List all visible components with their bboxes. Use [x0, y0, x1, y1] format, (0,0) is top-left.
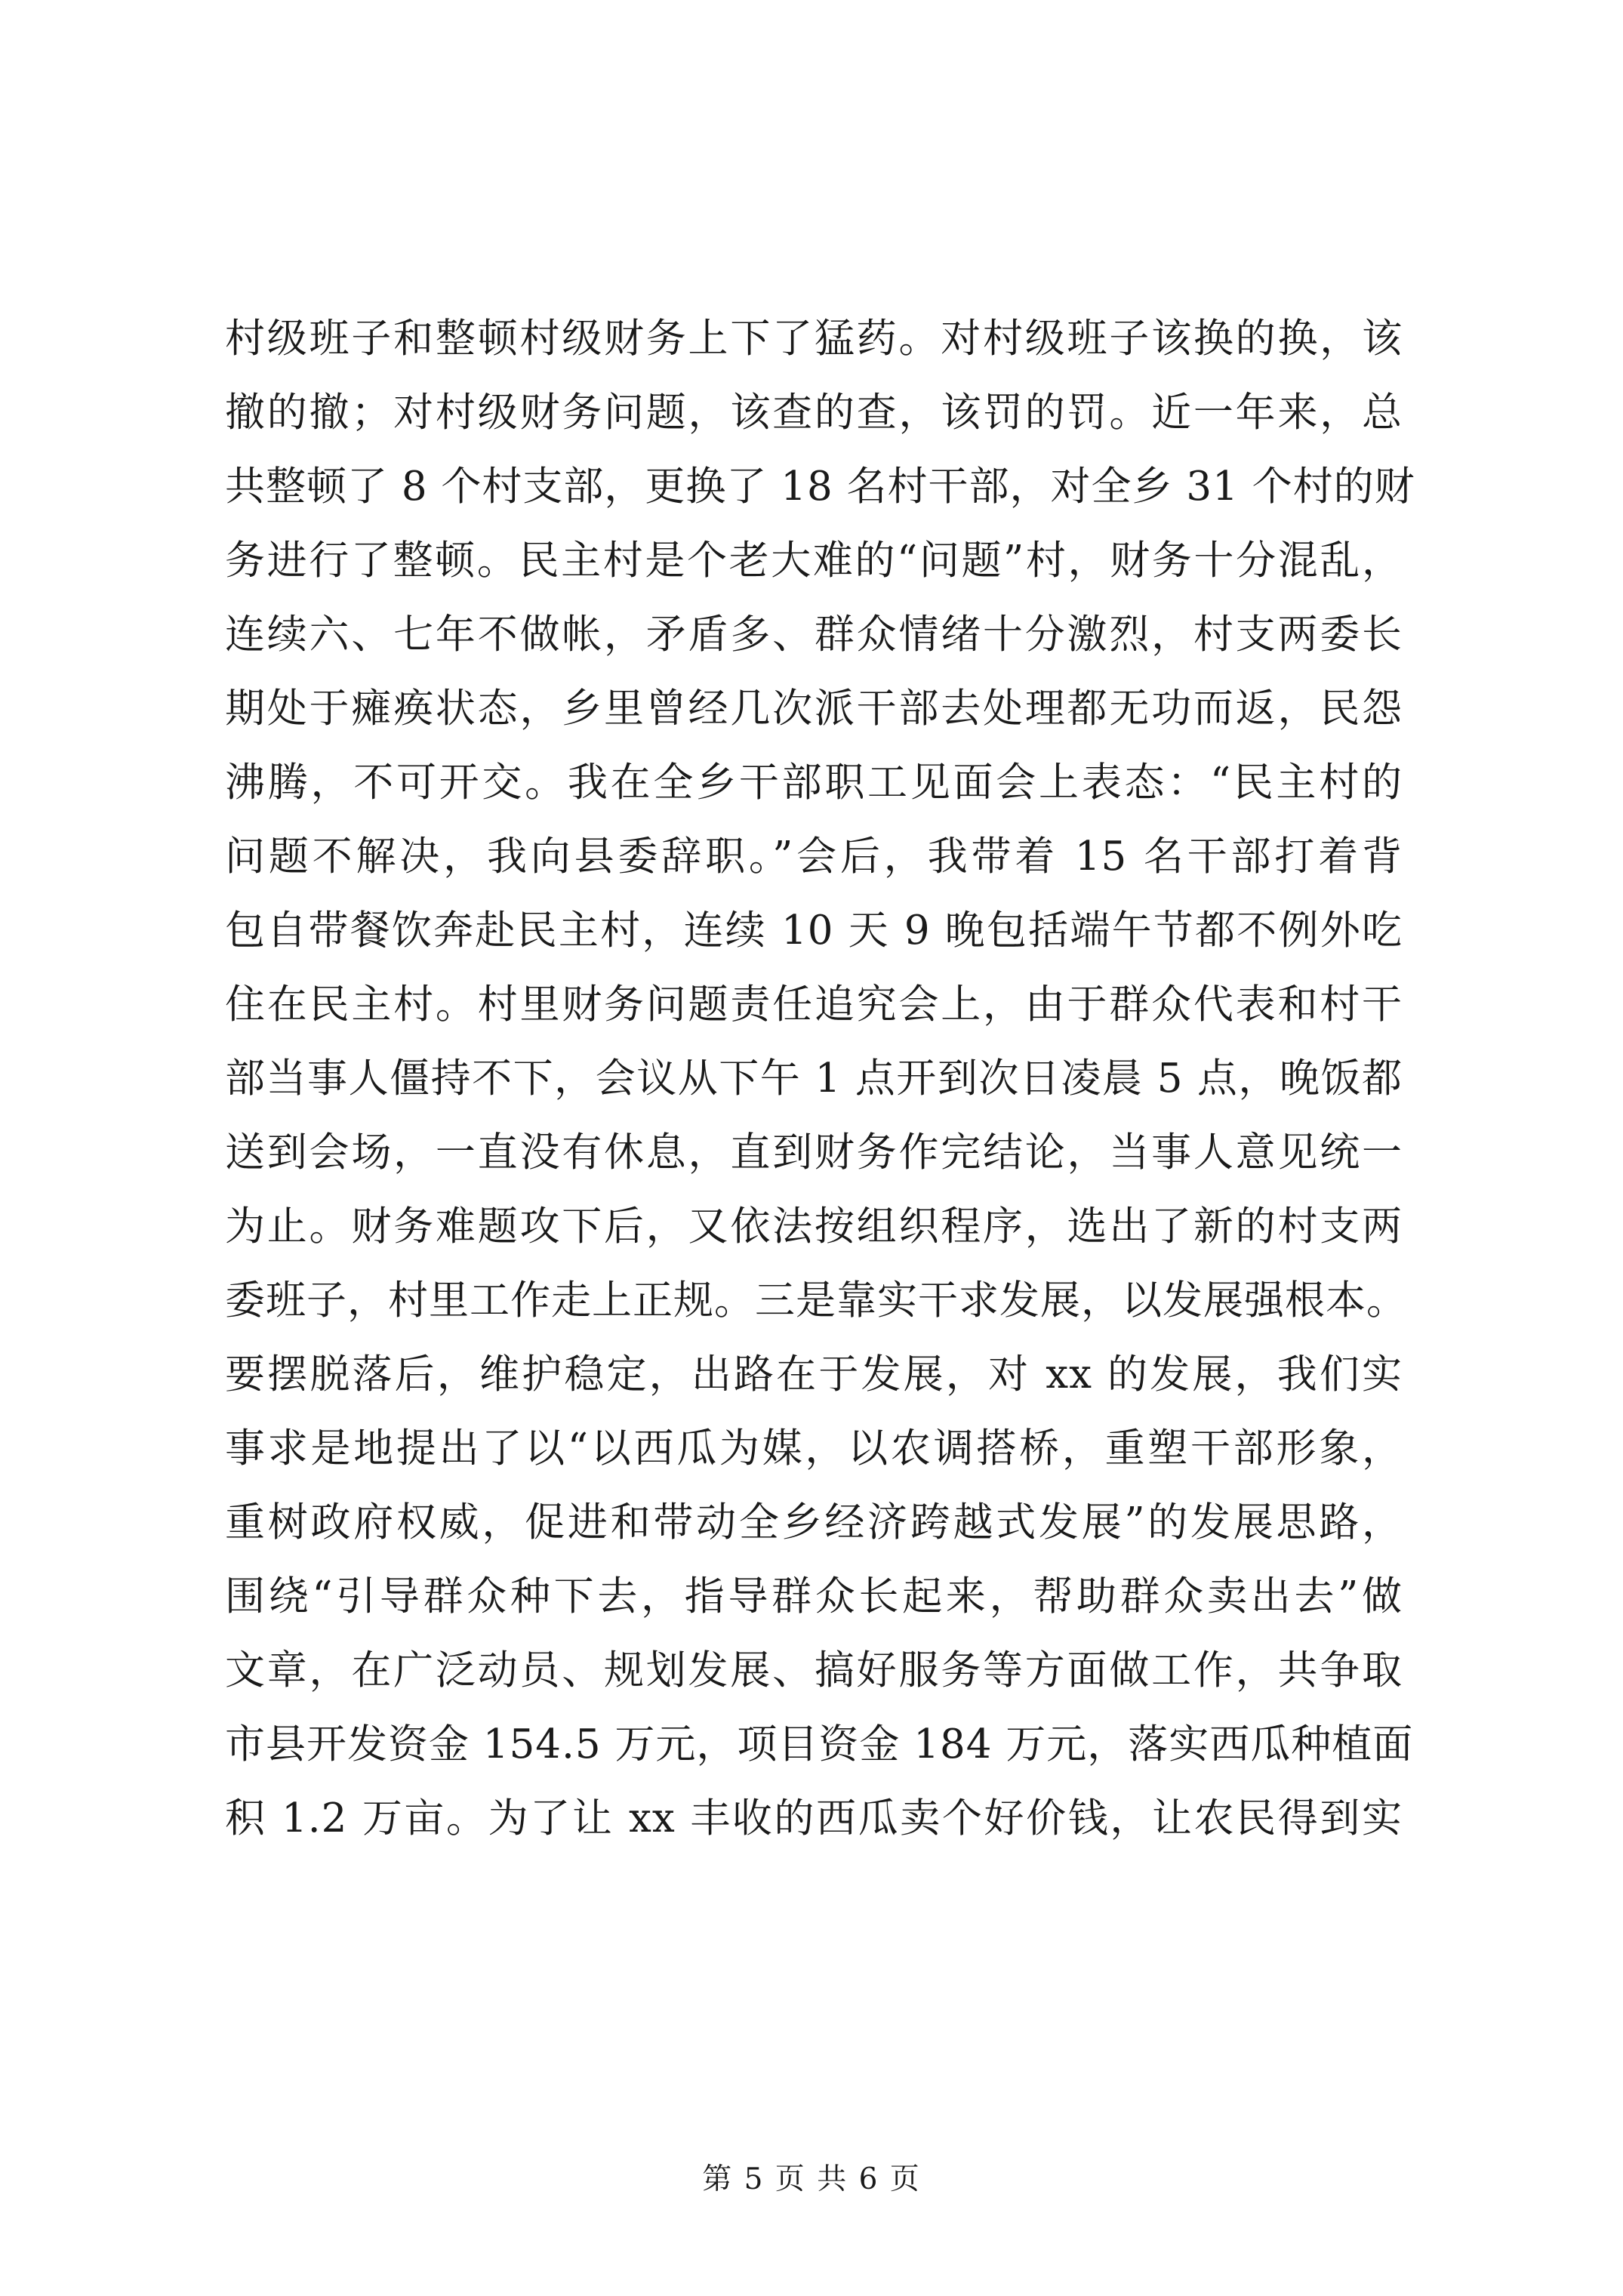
text-line: 务进行了整顿。民主村是个老大难的“问题”村，财务十分混乱， — [225, 538, 1403, 584]
text-line: 委班子，村里工作走上正规。三是靠实干求发展，以发展强根本。 — [225, 1277, 1407, 1324]
text-line: 要摆脱落后，维护稳定，出路在于发展，对 xx 的发展，我们实 — [225, 1351, 1403, 1398]
text-line: 文章，在广泛动员、规划发展、搞好服务等方面做工作，共争取 — [225, 1647, 1403, 1693]
text-line: 重树政府权威，促进和带动全乡经济跨越式发展”的发展思路， — [225, 1499, 1403, 1546]
text-line: 包自带餐饮奔赴民主村，连续 10 天 9 晚包括端午节都不例外吃 — [225, 908, 1403, 954]
text-line: 事求是地提出了以“以西瓜为媒，以农调搭桥，重塑干部形象， — [225, 1425, 1403, 1472]
text-line: 连续六、七年不做帐，矛盾多、群众情绪十分激烈，村支两委长 — [225, 612, 1403, 658]
text-line: 问题不解决，我向县委辞职。”会后，我带着 15 名干部打着背 — [225, 834, 1403, 880]
text-line: 住在民主村。村里财务问题责任追究会上，由于群众代表和村干 — [225, 982, 1403, 1028]
text-line: 共整顿了 8 个村支部，更换了 18 名村干部，对全乡 31 个村的财 — [225, 464, 1415, 510]
text-line: 积 1.2 万亩。为了让 xx 丰收的西瓜卖个好价钱，让农民得到实 — [225, 1795, 1403, 1841]
text-line: 送到会场，一直没有休息，直到财务作完结论，当事人意见统一 — [225, 1130, 1403, 1176]
text-line: 围绕“引导群众种下去，指导群众长起来，帮助群众卖出去”做 — [225, 1573, 1403, 1620]
text-line: 市县开发资金 154.5 万元，项目资金 184 万元，落实西瓜种植面 — [225, 1721, 1414, 1767]
text-line: 村级班子和整顿村级财务上下了猛药。对村级班子该换的换，该 — [225, 316, 1403, 362]
text-line: 撤的撤；对村级财务问题，该查的查，该罚的罚。近一年来，总 — [225, 390, 1403, 436]
text-line: 为止。财务难题攻下后，又依法按组织程序，选出了新的村支两 — [225, 1203, 1403, 1250]
body-text — [225, 302, 1415, 1856]
text-line: 部当事人僵持不下，会议从下午 1 点开到次日凌晨 5 点，晚饭都 — [225, 1056, 1403, 1102]
text-line: 沸腾，不可开交。我在全乡干部职工见面会上表态：“民主村的 — [225, 760, 1403, 806]
text-line: 期处于瘫痪状态，乡里曾经几次派干部去处理都无功而返，民怨 — [225, 686, 1403, 732]
page-number-footer: 第 5 页 共 6 页 — [702, 2162, 921, 2196]
